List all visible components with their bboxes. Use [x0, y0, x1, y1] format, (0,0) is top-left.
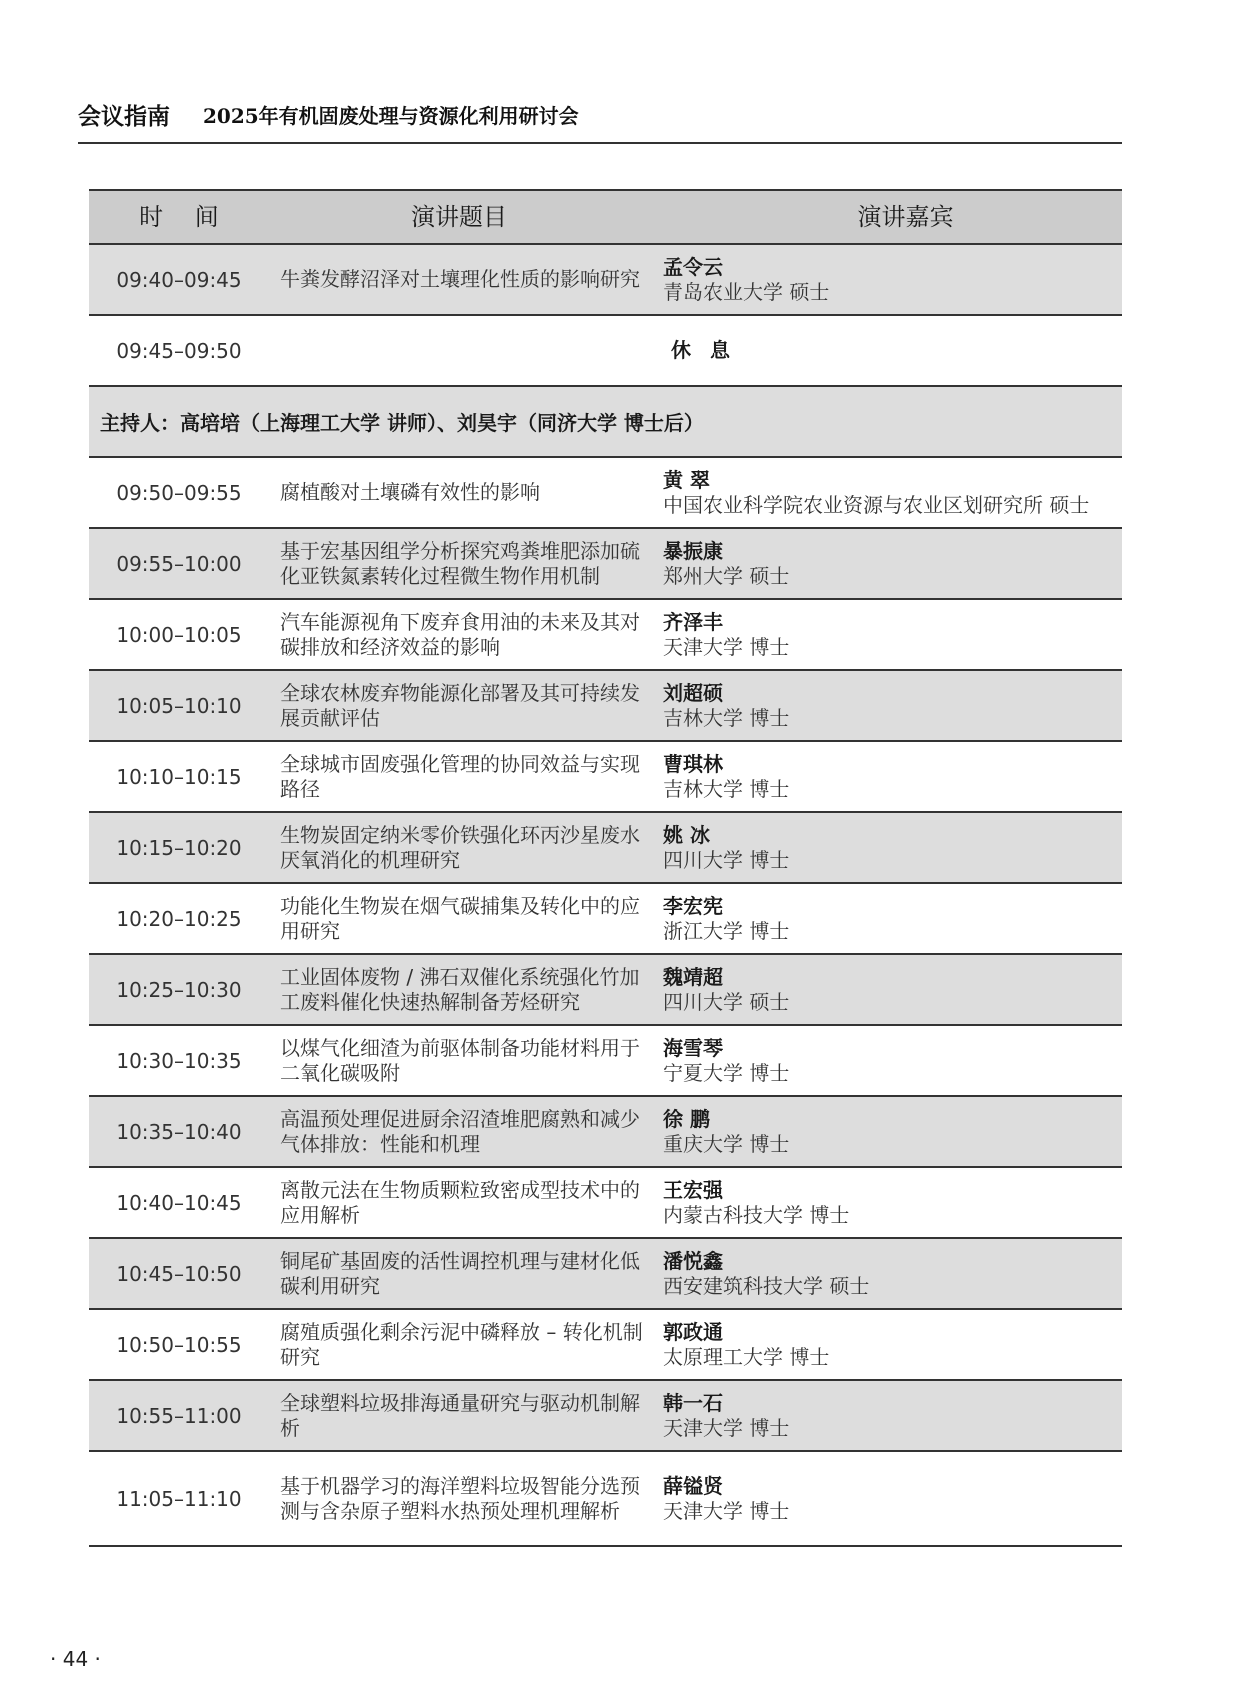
talk-time: 10:40–10:45 — [116, 1190, 242, 1215]
table-row — [89, 1452, 1122, 1547]
speaker-affiliation: 西安建筑科技大学 硕士 — [663, 1273, 870, 1298]
column-header-topic: 演讲题目 — [411, 203, 507, 231]
table-row — [89, 458, 1122, 529]
break-row — [89, 316, 1122, 387]
column-header-speaker: 演讲嘉宾 — [857, 203, 954, 231]
talk-time: 10:50–10:55 — [116, 1332, 242, 1357]
speaker-name: 黄 翠 — [663, 467, 710, 492]
talk-topic: 基于宏基因组学分析探究鸡粪堆肥添加硫化亚铁氮素转化过程微生物作用机制 — [280, 538, 640, 588]
table-row — [89, 884, 1122, 955]
speaker-affiliation: 宁夏大学 博士 — [663, 1060, 790, 1085]
talk-topic: 以煤气化细渣为前驱体制备功能材料用于二氧化碳吸附 — [280, 1035, 640, 1085]
speaker-affiliation: 青岛农业大学 硕士 — [663, 279, 830, 304]
speaker-name: 姚 冰 — [663, 822, 710, 847]
talk-time: 10:30–10:35 — [116, 1048, 242, 1073]
conference-title: 2025年有机固废处理与资源化利用研讨会 — [203, 104, 579, 128]
talk-time: 09:50–09:55 — [116, 480, 242, 505]
talk-topic: 腐植酸对土壤磷有效性的影响 — [280, 480, 540, 504]
talk-time: 10:15–10:20 — [116, 835, 242, 860]
speaker-name: 王宏强 — [663, 1177, 723, 1202]
schedule-table — [89, 189, 1122, 1547]
talk-time: 10:35–10:40 — [116, 1119, 242, 1144]
break-cell — [663, 316, 1118, 385]
table-row — [89, 813, 1122, 884]
talk-topic: 全球城市固废强化管理的协同效益与实现路径 — [280, 751, 640, 801]
talk-time: 10:20–10:25 — [116, 906, 242, 931]
talk-time: 10:45–10:50 — [116, 1261, 242, 1286]
speaker-name: 韩一石 — [663, 1390, 723, 1415]
talk-topic: 铜尾矿基固废的活性调控机理与建材化低碳利用研究 — [280, 1248, 640, 1298]
speaker-name: 齐泽丰 — [663, 609, 723, 634]
talk-topic: 功能化生物炭在烟气碳捕集及转化中的应用研究 — [280, 893, 640, 943]
speaker-name: 徐 鹏 — [663, 1106, 710, 1131]
speaker-affiliation: 天津大学 博士 — [663, 634, 790, 659]
column-header-time: 时 间 — [139, 203, 231, 231]
talk-speaker — [663, 245, 1118, 314]
talk-speaker — [663, 884, 1118, 953]
table-row — [89, 600, 1122, 671]
talk-time: 09:40–09:45 — [116, 267, 242, 292]
speaker-name: 李宏宪 — [663, 893, 723, 918]
speaker-affiliation: 天津大学 博士 — [663, 1415, 790, 1440]
table-row — [89, 671, 1122, 742]
talk-speaker — [663, 1097, 1118, 1166]
talk-topic: 全球塑料垃圾排海通量研究与驱动机制解析 — [280, 1390, 640, 1440]
page-number: · 44 · — [50, 1647, 101, 1671]
speaker-name: 孟令云 — [663, 254, 723, 279]
table-row — [89, 529, 1122, 600]
speaker-name: 郭政通 — [663, 1319, 723, 1344]
talk-topic: 全球农林废弃物能源化部署及其可持续发展贡献评估 — [280, 680, 640, 730]
speaker-name: 刘超硕 — [663, 680, 723, 705]
talk-topic: 生物炭固定纳米零价铁强化环丙沙星废水厌氧消化的机理研究 — [280, 822, 640, 872]
table-row — [89, 1168, 1122, 1239]
session-host-text: 主持人：高培培（上海理工大学 讲师）、刘昊宇（同济大学 博士后） — [100, 411, 704, 435]
speaker-affiliation: 内蒙古科技大学 博士 — [663, 1202, 850, 1227]
talk-topic: 高温预处理促进厨余沼渣堆肥腐熟和减少气体排放：性能和机理 — [280, 1106, 640, 1156]
talk-topic: 汽车能源视角下废弃食用油的未来及其对碳排放和经济效益的影响 — [280, 609, 640, 659]
table-row — [89, 1097, 1122, 1168]
talk-topic: 工业固体废物 / 沸石双催化系统强化竹加工废料催化快速热解制备芳烃研究 — [280, 964, 640, 1014]
talk-speaker — [663, 1239, 1118, 1308]
break-label: 休 息 — [671, 338, 736, 362]
table-header-row — [89, 191, 1122, 245]
talk-speaker — [663, 1310, 1118, 1379]
table-row — [89, 1239, 1122, 1310]
speaker-affiliation: 郑州大学 硕士 — [663, 563, 790, 588]
talk-speaker — [663, 671, 1118, 740]
talk-speaker — [663, 955, 1118, 1024]
session-host-row — [89, 387, 1122, 458]
talk-speaker — [663, 458, 1118, 527]
talk-speaker — [663, 742, 1118, 811]
speaker-name: 魏靖超 — [663, 964, 723, 989]
speaker-name: 薛镒贤 — [663, 1473, 723, 1498]
speaker-affiliation: 四川大学 硕士 — [663, 989, 790, 1014]
speaker-name: 暴振康 — [663, 538, 723, 563]
talk-speaker — [663, 1026, 1118, 1095]
speaker-affiliation: 太原理工大学 博士 — [663, 1344, 830, 1369]
talk-speaker — [663, 529, 1118, 598]
talk-topic: 腐殖质强化剩余污泥中磷释放 – 转化机制研究 — [280, 1319, 643, 1369]
talk-speaker — [663, 1381, 1118, 1450]
talk-time: 10:55–11:00 — [116, 1403, 242, 1428]
talk-topic: 牛粪发酵沼泽对土壤理化性质的影响研究 — [280, 267, 640, 291]
speaker-name: 曹琪林 — [663, 751, 723, 776]
speaker-affiliation: 吉林大学 博士 — [663, 705, 790, 730]
speaker-affiliation: 四川大学 博士 — [663, 847, 790, 872]
talk-speaker — [663, 1452, 1118, 1545]
talk-topic: 基于机器学习的海洋塑料垃圾智能分选预测与含杂原子塑料水热预处理机理解析 — [280, 1473, 640, 1523]
speaker-affiliation: 重庆大学 博士 — [663, 1131, 790, 1156]
talk-topic: 离散元法在生物质颗粒致密成型技术中的应用解析 — [280, 1177, 640, 1227]
table-row — [89, 1381, 1122, 1452]
table-row — [89, 742, 1122, 813]
speaker-affiliation: 吉林大学 博士 — [663, 776, 790, 801]
talk-speaker — [663, 813, 1118, 882]
page-header — [78, 92, 1122, 144]
talk-time: 10:25–10:30 — [116, 977, 242, 1002]
talk-time: 10:10–10:15 — [116, 764, 242, 789]
speaker-name: 海雪琴 — [663, 1035, 723, 1060]
talk-time: 10:00–10:05 — [116, 622, 242, 647]
speaker-affiliation: 天津大学 博士 — [663, 1498, 790, 1523]
speaker-name: 潘悦鑫 — [663, 1248, 723, 1273]
table-row — [89, 1310, 1122, 1381]
talk-time: 11:05–11:10 — [116, 1486, 242, 1511]
speaker-affiliation: 浙江大学 博士 — [663, 918, 790, 943]
talk-speaker — [663, 1168, 1118, 1237]
break-time: 09:45–09:50 — [116, 338, 242, 363]
table-row — [89, 1026, 1122, 1097]
talk-time: 10:05–10:10 — [116, 693, 242, 718]
guide-label: 会议指南 — [78, 103, 170, 130]
talk-speaker — [663, 600, 1118, 669]
table-row — [89, 245, 1122, 316]
table-row — [89, 955, 1122, 1026]
talk-time: 09:55–10:00 — [116, 551, 242, 576]
speaker-affiliation: 中国农业科学院农业资源与农业区划研究所 硕士 — [663, 492, 1090, 517]
